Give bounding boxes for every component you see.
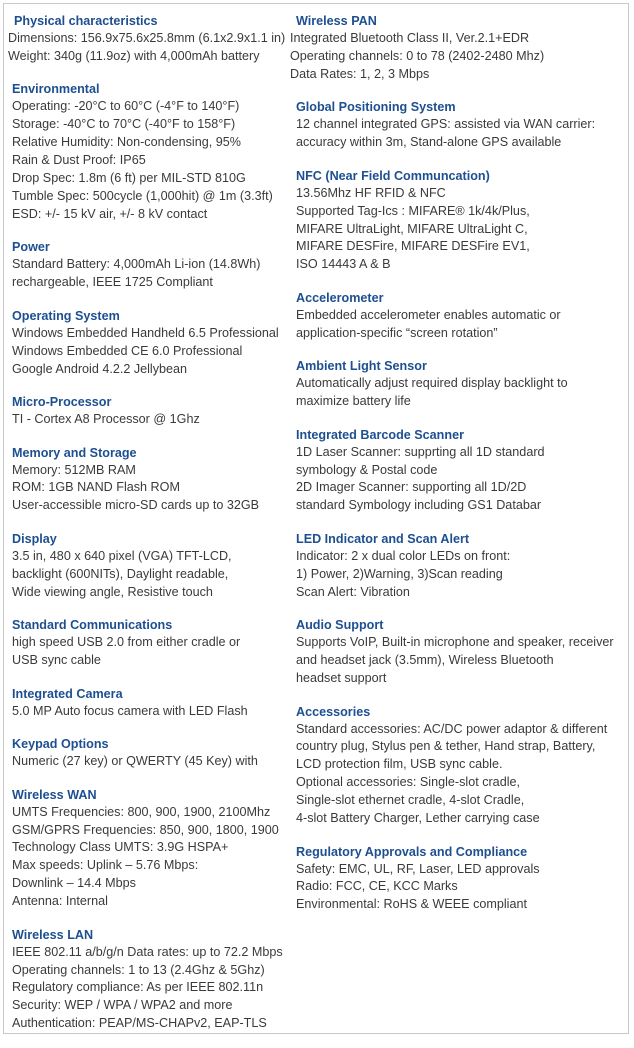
spec-line: Regulatory compliance: As per IEEE 802.11n [12,980,264,995]
spec-line: ROM: 1GB NAND Flash ROM [12,480,180,495]
spec-sheet [3,3,629,1034]
section-title: Accessories [296,704,371,719]
spec-line: Scan Alert: Vibration [296,584,410,599]
section-title: Integrated Barcode Scanner [296,427,464,442]
section-title: Operating System [12,308,120,323]
section-title: Wireless LAN [12,927,94,942]
spec-line: backlight (600NITs), Daylight readable, [12,566,229,581]
spec-line: country plug, Stylus pen & tether, Hand strap, Battery, [296,739,596,754]
spec-line: Supported Tag-Ics : MIFARE® 1k/4k/Plus, [296,203,530,218]
spec-line: rechargeable, IEEE 1725 Compliant [12,275,213,290]
spec-section-audio-support [296,616,630,688]
spec-line: Environmental: RoHS & WEEE compliant [296,897,527,912]
spec-line: Downlink – 14.4 Mbps [12,876,136,891]
spec-line: 5.0 MP Auto focus camera with LED Flash [12,703,248,718]
spec-section-operating-system [12,307,302,379]
spec-section-standard-communications [12,616,302,670]
spec-line: LCD protection film, USB sync cable. [296,757,503,772]
spec-line: ISO 14443 A & B [296,257,391,272]
spec-section-ambient-light-sensor [296,357,630,411]
spec-line: Google Android 4.2.2 Jellybean [12,361,188,376]
section-title: Display [12,531,57,546]
spec-line: Radio: FCC, CE, KCC Marks [296,879,458,894]
spec-line: Memory: 512MB RAM [12,462,136,477]
section-title: Standard Communications [12,618,173,633]
spec-section-integrated-barcode-scanner [296,426,630,516]
spec-line: standard Symbology including GS1 Databar [296,498,542,513]
spec-section-power [12,238,302,292]
spec-line: 3.5 in, 480 x 640 pixel (VGA) TFT-LCD, [12,548,232,563]
spec-line: high speed USB 2.0 from either cradle or [12,635,241,650]
spec-line: Tumble Spec: 500cycle (1,000hit) @ 1m (3.3ft) [12,188,273,203]
section-title: Keypad Options [12,737,109,752]
spec-section-accelerometer [296,289,630,343]
spec-line: Standard Battery: 4,000mAh Li-ion (14.8Wh) [12,257,261,272]
right-column [290,12,630,929]
spec-line: Standard accessories: AC/DC power adaptor & different [296,721,608,736]
spec-line: application-specific “screen rotation” [296,325,498,340]
spec-line: GSM/GPRS Frequencies: 850, 900, 1800, 1900 [12,822,279,837]
section-title: LED Indicator and Scan Alert [296,531,470,546]
spec-line: Embedded accelerometer enables automatic or [296,307,561,322]
spec-line: Security: WEP / WPA / WPA2 and more [12,998,233,1013]
spec-section-wireless-pan [290,12,630,84]
spec-line: maximize battery life [296,394,411,409]
section-title: Micro-Processor [12,395,112,410]
spec-line: Max speeds: Uplink – 5.76 Mbps: [12,858,199,873]
spec-section-display [12,530,302,602]
section-title: Ambient Light Sensor [296,359,427,374]
spec-section-wireless-lan [12,926,302,1034]
section-title: Regulatory Approvals and Compliance [296,844,528,859]
spec-line: Windows Embedded CE 6.0 Professional [12,343,243,358]
left-column [8,12,302,1048]
spec-line: Safety: EMC, UL, RF, Laser, LED approvals [296,861,540,876]
spec-line: Single-slot ethernet cradle, 4-slot Cradle, [296,793,525,808]
spec-line: Authentication: PEAP/MS-CHAPv2, EAP-TLS [12,1016,267,1031]
section-title: Audio Support [296,618,384,633]
spec-line: Indicator: 2 x dual color LEDs on front: [296,548,511,563]
spec-section-environmental [12,80,302,223]
spec-section-nfc-near-field-communcation [296,167,630,275]
spec-line: accuracy within 3m, Stand-alone GPS available [296,135,562,150]
spec-line: TI - Cortex A8 Processor @ 1Ghz [12,412,200,427]
spec-line: Technology Class UMTS: 3.9G HSPA+ [12,840,229,855]
section-title: NFC (Near Field Communcation) [296,168,490,183]
spec-line: Wide viewing angle, Resistive touch [12,584,213,599]
section-title: Wireless WAN [12,787,97,802]
spec-line: Rain & Dust Proof: IP65 [12,153,146,168]
spec-line: 1D Laser Scanner: supprting all 1D standard [296,444,545,459]
spec-section-led-indicator-and-scan-alert [296,530,630,602]
spec-line: MIFARE DESFire, MIFARE DESFire EV1, [296,239,530,254]
spec-section-micro-processor [12,393,302,429]
spec-section-accessories [296,703,630,828]
spec-line: and headset jack (3.5mm), Wireless Bluetooth [296,653,554,668]
spec-line: Numeric (27 key) or QWERTY (45 Key) with [12,754,258,769]
spec-line: Windows Embedded Handheld 6.5 Professional [12,325,279,340]
spec-line: 12 channel integrated GPS: assisted via WAN carrier: [296,117,596,132]
spec-line: 13.56Mhz HF RFID & NFC [296,185,446,200]
spec-line: Data Rates: 1, 2, 3 Mbps [290,66,430,81]
section-title: Accelerometer [296,290,384,305]
spec-line: 1) Power, 2)Warning, 3)Scan reading [296,566,503,581]
section-title: Physical characteristics [14,14,158,28]
spec-line: Dimensions: 156.9x75.6x25.8mm (6.1x2.9x1.1 in) [8,31,286,45]
section-title: Power [12,240,50,255]
spec-line: headset support [296,671,387,685]
section-title: Wireless PAN [296,14,377,28]
section-title: Memory and Storage [12,445,137,460]
spec-line: Optional accessories: Single-slot cradle, [296,775,520,790]
spec-line: Automatically adjust required display backlight to [296,376,568,391]
spec-line: USB sync cable [12,653,101,668]
spec-section-physical-characteristics [8,12,302,66]
spec-line: Relative Humidity: Non-condensing, 95% [12,135,241,150]
spec-line: Supports VoIP, Built-in microphone and speaker, receiver [296,635,614,650]
spec-line: Operating channels: 1 to 13 (2.4Ghz & 5Ghz) [12,962,265,977]
spec-line: Antenna: Internal [12,894,108,909]
spec-line: ESD: +/- 15 kV air, +/- 8 kV contact [12,206,208,221]
spec-line: UMTS Frequencies: 800, 900, 1900, 2100Mhz [12,804,271,819]
spec-section-regulatory-approvals-and-compliance [296,843,630,915]
spec-section-integrated-camera [12,685,302,721]
spec-line: Drop Spec: 1.8m (6 ft) per MIL-STD 810G [12,171,246,186]
spec-line: User-accessible micro-SD cards up to 32GB [12,498,260,513]
section-title: Environmental [12,82,100,97]
section-title: Integrated Camera [12,686,123,701]
spec-line: 4-slot Battery Charger, Lether carrying case [296,811,540,826]
section-title: Global Positioning System [296,100,456,115]
spec-line: Integrated Bluetooth Class II, Ver.2.1+EDR [290,31,530,45]
spec-line: 2D Imager Scanner: supporting all 1D/2D [296,480,527,495]
spec-section-global-positioning-system [296,98,630,152]
spec-line: Storage: -40°C to 70°C (-40°F to 158°F) [12,117,236,132]
spec-line: Operating: -20°C to 60°C (-4°F to 140°F) [12,99,240,114]
spec-section-memory-and-storage [12,444,302,516]
spec-line: MIFARE UltraLight, MIFARE UltraLight C, [296,221,528,236]
spec-line: Operating channels: 0 to 78 (2402-2480 Mhz) [290,48,545,63]
spec-section-wireless-wan [12,786,302,911]
spec-line: IEEE 802.11 a/b/g/n Data rates: up to 72.2 Mbps [12,944,283,959]
spec-section-keypad-options [12,735,302,771]
spec-line: Weight: 340g (11.9oz) with 4,000mAh battery [8,48,260,63]
spec-line: symbology & Postal code [296,462,438,477]
